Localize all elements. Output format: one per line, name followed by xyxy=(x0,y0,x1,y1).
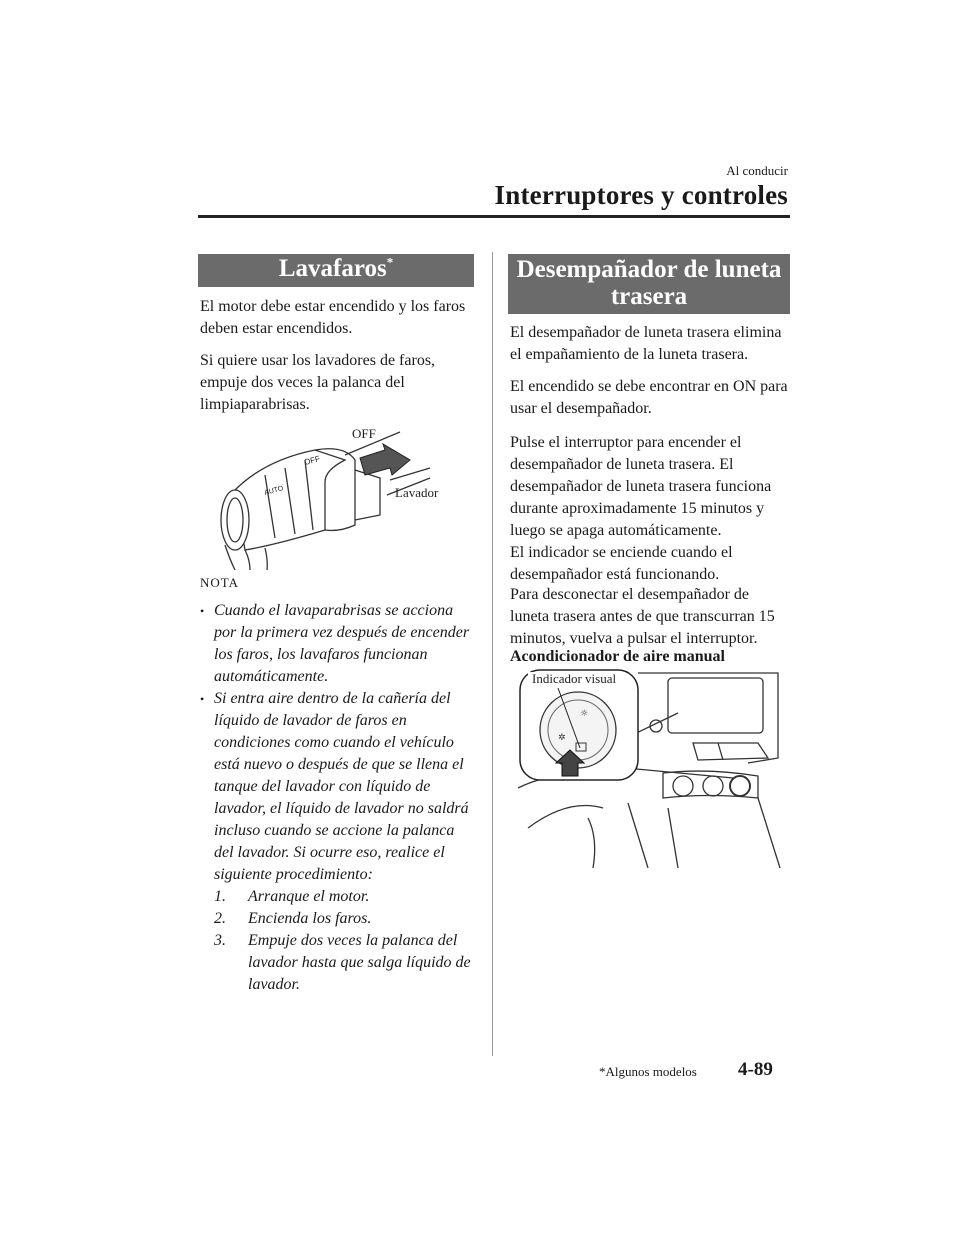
bullet-icon: • xyxy=(200,604,205,618)
step-number: 2. xyxy=(214,910,226,927)
procedure-step xyxy=(214,908,476,930)
label-indicator-visual: Indicador visual xyxy=(532,671,617,686)
push-arrow-icon xyxy=(360,444,410,475)
vent-icon: ☼ xyxy=(580,709,589,719)
label-off: OFF xyxy=(352,426,376,441)
fan-icon: ✲ xyxy=(558,733,566,743)
header-rule xyxy=(198,215,790,218)
paragraph-press-switch xyxy=(510,432,792,586)
paragraph-ignition-on: El encendido se debe encontrar en ON para usar el desempañador. xyxy=(510,378,788,417)
note-label: NOTA xyxy=(200,575,240,590)
step-text: Encienda los faros. xyxy=(248,910,372,927)
paragraph-defroster-intro: El desempañador de luneta trasera elimina el empañamiento de la luneta trasera. xyxy=(510,324,782,363)
running-header-section: Al conducir xyxy=(726,163,788,178)
note-text: Cuando el lavaparabrisas se acciona por la primera vez después de encender los faros, los lavafaros funcionan automáticamente. xyxy=(214,602,470,685)
procedure-steps xyxy=(214,886,476,996)
paragraph-turn-off: Para desconectar el desempañador de luneta trasera antes de que transcurran 15 minutos, vuelva a pulsar el interruptor. xyxy=(510,586,775,647)
step-number: 1. xyxy=(214,888,226,905)
dashboard-illustration xyxy=(518,668,786,868)
procedure-step xyxy=(214,930,476,996)
note-list xyxy=(200,600,476,996)
step-text: Arranque el motor. xyxy=(248,888,370,905)
note-text: Si entra aire dentro de la cañería del líquido de lavador de faros en condiciones como cuando el vehículo está nuevo o después de que se llena el tanque del lavador con líquido de lavador, el líquido de lavador no saldrá incluso cuando se accione la palanca del lavador. Si ocurre eso, realice el siguiente procedimiento: xyxy=(214,690,469,883)
bullet-icon: • xyxy=(200,692,205,706)
step-number: 3. xyxy=(214,932,226,949)
paragraph-engine-on: El motor debe estar encendido y los faros deben estar encendidos. xyxy=(200,298,466,337)
procedure-step xyxy=(214,886,476,908)
section-title-text: Lavafaros xyxy=(278,255,387,282)
column-divider xyxy=(492,252,493,1056)
running-header-chapter: Interruptores y controles xyxy=(494,180,788,210)
wiper-lever-illustration xyxy=(205,420,465,570)
page-number: 4-89 xyxy=(738,1059,773,1080)
step-text: Empuje dos veces la palanca del lavador hasta que salga líquido de lavador. xyxy=(248,932,471,993)
paragraph-press-switch-text: Pulse el interruptor para encender el desempañador de luneta trasera. El desempañador de luneta trasera funciona durante aproximadamente 15 minutos y luego se apaga automáticamente. xyxy=(510,434,772,539)
note-item xyxy=(200,600,476,688)
section-title-lavafaros xyxy=(198,254,474,287)
models-mark: * xyxy=(386,254,394,270)
label-lavador: Lavador xyxy=(395,485,439,500)
switch-text-auto: AUTO xyxy=(263,485,285,497)
section-title-desempanador: Desempañador de luneta trasera xyxy=(508,254,790,314)
paragraph-push-lever: Si quiere usar los lavadores de faros, empuje dos veces la palanca del limpiaparabrisas. xyxy=(200,352,436,413)
switch-text-off: OFF xyxy=(303,454,321,467)
footnote-models: *Algunos modelos xyxy=(599,1064,697,1079)
note-item xyxy=(200,688,476,996)
paragraph-indicator-text: El indicador se enciende cuando el desempañador está funcionando. xyxy=(510,544,733,583)
subheading-manual-ac: Acondicionador de aire manual xyxy=(510,648,725,665)
